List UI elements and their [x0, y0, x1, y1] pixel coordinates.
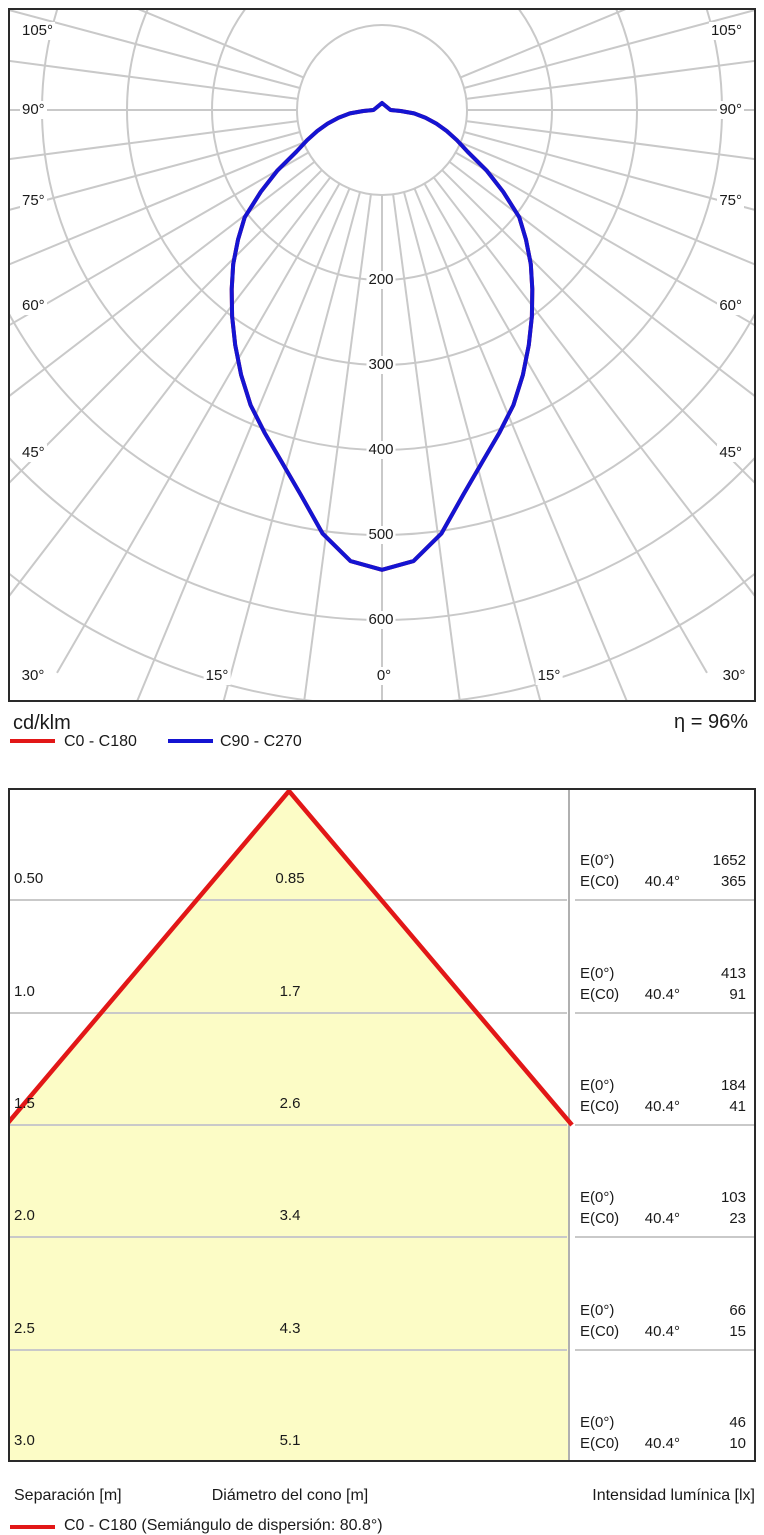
- polar-ring-label-200: 200: [368, 271, 394, 288]
- cone-row-4-e0-value: 66: [729, 1301, 746, 1319]
- cone-row-4-half-angle: 40.4°: [644, 1322, 680, 1340]
- polar-angle-label-left: 45°: [22, 444, 45, 461]
- cone-row-3-e0-label: E(0°): [580, 1189, 615, 1207]
- cone-row-1-diameter: 1.7: [279, 982, 301, 1000]
- cone-row-3-ec0-label: E(C0): [580, 1210, 620, 1228]
- cone-row-4-separation: 2.5: [14, 1319, 35, 1337]
- polar-angle-label-bottom: 0°: [376, 667, 392, 684]
- polar-angle-label-left: 105°: [22, 22, 54, 39]
- cone-row-3-diameter: 3.4: [279, 1207, 301, 1225]
- cone-row-4-diameter: 4.3: [279, 1319, 301, 1337]
- cone-row-5-e0-value: 46: [729, 1413, 746, 1431]
- cone-row-1-e0-label: E(0°): [580, 964, 615, 982]
- polar-angle-label-right: 90°: [719, 101, 742, 118]
- polar-angle-label-right: 75°: [719, 192, 742, 209]
- cone-row-5-ec0-label: E(C0): [580, 1434, 620, 1452]
- cone-row-2-ec0-value: 41: [729, 1097, 746, 1115]
- polar-units-label: cd/klm: [13, 712, 71, 734]
- beam-legend-label: C0 - C180 (Semiángulo de dispersión: 80.8°): [64, 1517, 383, 1534]
- cone-row-3-ec0-value: 23: [729, 1210, 746, 1228]
- cone-row-0-e0-value: 1652: [712, 852, 746, 870]
- beam-legend-swatch: [10, 1525, 55, 1529]
- polar-angle-label-bottom: 30°: [722, 667, 746, 684]
- cone-row-5-diameter: 5.1: [279, 1431, 301, 1449]
- cone-row-5-separation: 3.0: [14, 1431, 35, 1449]
- polar-angle-label-right: 45°: [719, 444, 742, 461]
- cone-row-2-half-angle: 40.4°: [644, 1097, 680, 1115]
- cone-row-4-e0-label: E(0°): [580, 1301, 615, 1319]
- cone-row-2-diameter: 2.6: [279, 1094, 301, 1112]
- polar-radial-line: [461, 143, 754, 359]
- cone-row-5-e0-label: E(0°): [580, 1413, 615, 1431]
- polar-ring-label-400: 400: [368, 441, 394, 458]
- legend-swatch-c90-c270: [168, 739, 213, 743]
- cone-row-0-ec0-value: 365: [720, 873, 746, 891]
- efficiency-label: η = 96%: [674, 711, 748, 733]
- polar-radial-line: [10, 162, 315, 506]
- polar-angle-label-right: 60°: [719, 297, 742, 314]
- legend-swatch-c0-c180: [10, 739, 55, 743]
- cone-row-1-half-angle: 40.4°: [644, 985, 680, 1003]
- cone-row-0-diameter: 0.85: [275, 870, 305, 888]
- cone-row-1-ec0-value: 91: [729, 985, 746, 1003]
- cone-row-2-e0-label: E(0°): [580, 1076, 615, 1094]
- cone-row-4-ec0-label: E(C0): [580, 1322, 620, 1340]
- polar-radial-line: [456, 153, 754, 436]
- cone-row-2-separation: 1.5: [14, 1094, 35, 1112]
- polar-ring-label-500: 500: [368, 526, 394, 543]
- polar-angle-label-left: 75°: [22, 192, 45, 209]
- polar-angle-label-bottom: 15°: [205, 667, 229, 684]
- cone-row-1-ec0-label: E(C0): [580, 985, 620, 1003]
- polar-angle-label-bottom: 30°: [21, 667, 45, 684]
- cone-row-0-ec0-label: E(C0): [580, 873, 620, 891]
- cone-row-3-separation: 2.0: [14, 1207, 35, 1225]
- legend-label-c0-c180: C0 - C180: [64, 733, 137, 750]
- polar-ring-label-300: 300: [368, 356, 394, 373]
- legend-label-c90-c270: C90 - C270: [220, 733, 302, 750]
- cone-row-5-half-angle: 40.4°: [644, 1434, 680, 1452]
- cone-row-1-separation: 1.0: [14, 982, 35, 1000]
- cone-row-3-e0-value: 103: [720, 1189, 746, 1207]
- cone-row-0-half-angle: 40.4°: [644, 873, 680, 891]
- cone-row-4-ec0-value: 15: [729, 1322, 746, 1340]
- polar-ring-100: [297, 25, 467, 195]
- column-header-luminous-intensity: Intensidad lumínica [lx]: [592, 1487, 755, 1504]
- polar-radial-line: [449, 162, 754, 506]
- polar-angle-label-left: 60°: [22, 297, 45, 314]
- column-header-separation: Separación [m]: [14, 1487, 122, 1504]
- polar-chart: [10, 10, 754, 700]
- cone-row-2-ec0-label: E(C0): [580, 1097, 620, 1115]
- column-header-cone-diameter: Diámetro del cono [m]: [211, 1487, 369, 1504]
- cone-row-0-separation: 0.50: [14, 870, 44, 888]
- polar-angle-label-bottom: 15°: [537, 667, 561, 684]
- cone-row-5-ec0-value: 10: [729, 1434, 746, 1452]
- polar-angle-label-left: 90°: [22, 101, 45, 118]
- polar-radial-line: [10, 143, 303, 359]
- polar-angle-label-right: 105°: [710, 22, 742, 39]
- polar-radial-line: [10, 153, 308, 436]
- cone-row-0-e0-label: E(0°): [580, 852, 615, 870]
- cone-row-1-e0-value: 413: [720, 964, 746, 982]
- cone-row-3-half-angle: 40.4°: [644, 1210, 680, 1228]
- cone-row-2-e0-value: 184: [720, 1076, 746, 1094]
- polar-ring-label-600: 600: [368, 611, 394, 628]
